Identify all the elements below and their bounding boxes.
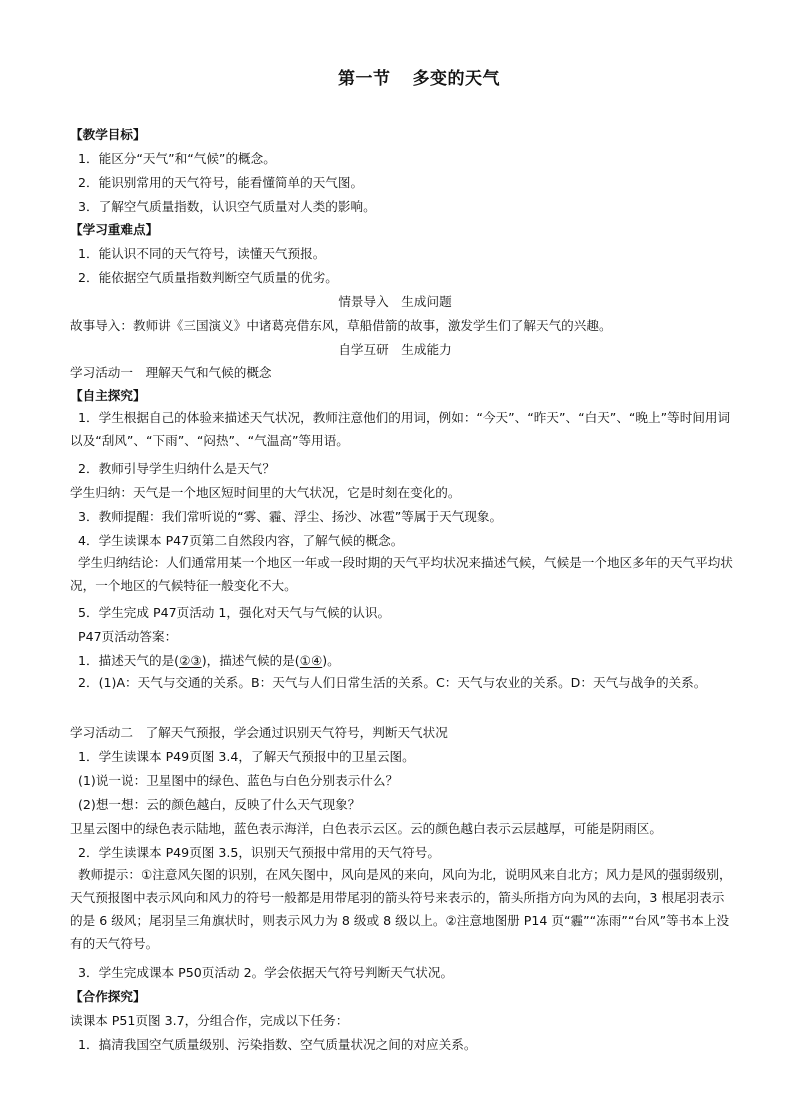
objective-item: 2．能识别常用的天气符号，能看懂简单的天气图。	[78, 175, 364, 190]
coop-paragraph: 1．搞清我国空气质量级别、污染指数、空气质量状况之间的对应关系。	[78, 1037, 477, 1052]
activity2-paragraph: 2．学生读课本 P49页图 3.5，识别天气预报中常用的天气符号。	[78, 845, 440, 860]
activity2-paragraph: 3．学生完成课本 P50页活动 2。学会依据天气符号判断天气状况。	[78, 965, 454, 980]
keypoints-heading: 【学习重难点】	[70, 222, 159, 237]
activity2-paragraph: 1．学生读课本 P49页图 3.4，了解天气预报中的卫星云图。	[78, 749, 415, 764]
answer-text: 1．描述天气的是(	[78, 653, 180, 668]
page-title	[0, 64, 790, 89]
activity1-paragraph: 5．学生完成 P47页活动 1，强化对天气与气候的认识。	[78, 605, 391, 620]
intro-heading: 情景导入 生成问题	[338, 294, 452, 309]
keypoint-item: 1．能认识不同的天气符号，读懂天气预报。	[78, 246, 326, 261]
answer-blank: ②③	[179, 653, 202, 668]
answers-label: P47页活动答案：	[78, 629, 178, 644]
objectives-heading: 【教学目标】	[70, 127, 146, 142]
answer-blank: ①④	[299, 653, 323, 668]
self-explore-heading: 【自主探究】	[70, 388, 146, 403]
activity1-paragraph: 学生归纳：天气是一个地区短时间里的大气状况，它是时刻在变化的。	[70, 485, 461, 500]
activity1-paragraph: 1．学生根据自己的体验来描述天气状况，教师注意他们的用词，例如：“今天”、“昨天”、“白天”、“晚上”等时间用词以及“刮风”、“下雨”、“闷热”、“气温高”等用语。	[70, 410, 731, 448]
answer-text: )，描述气候的是(	[201, 653, 300, 668]
answer-text: )。	[322, 653, 340, 668]
activity1-paragraph: 4．学生读课本 P47页第二自然段内容，了解气候的概念。	[78, 533, 404, 548]
section-number: 第一节	[338, 69, 391, 89]
objective-item: 1．能区分“天气”和“气候”的概念。	[78, 151, 276, 166]
study-heading: 自学互研 生成能力	[338, 342, 452, 357]
activity1-paragraph: 学生归纳结论：人们通常用某一个地区一年或一段时期的天气平均状况来描述气候，气候是一个地区多年的天气平均状况，一个地区的气候特征一般变化不大。	[70, 555, 733, 593]
intro-text: 故事导入：教师讲《三国演义》中诸葛亮借东风，草船借箭的故事，激发学生们了解天气的兴趣。	[70, 318, 612, 333]
objective-item: 3．了解空气质量指数，认识空气质量对人类的影响。	[78, 199, 376, 214]
activity1-paragraph: 2．教师引导学生归纳什么是天气？	[78, 461, 275, 476]
answer-1	[78, 652, 758, 670]
coop-heading: 【合作探究】	[70, 989, 146, 1004]
activity2-question: (2)想一想：云的颜色越白，反映了什么天气现象？	[78, 797, 361, 812]
activity2-question: (1)说一说：卫星图中的绿色、蓝色与白色分别表示什么？	[78, 773, 399, 788]
section-name: 多变的天气	[412, 69, 500, 89]
activity1-paragraph: 3．教师提醒：我们常听说的“雾、霾、浮尘、扬沙、冰雹”等属于天气现象。	[78, 509, 503, 524]
answer-2: 2．(1)A：天气与交通的关系。B：天气与人们日常生活的关系。C：天气与农业的关系。D：天气与战争的关系。	[78, 675, 707, 690]
keypoint-item: 2．能依据空气质量指数判断空气质量的优劣。	[78, 270, 338, 285]
activity2-answer: 卫星云图中的绿色表示陆地，蓝色表示海洋，白色表示云区。云的颜色越白表示云层越厚，可能是阴雨区。	[70, 821, 662, 836]
activity2-title: 学习活动二 了解天气预报，学会通过识别天气符号，判断天气状况	[70, 725, 448, 740]
coop-paragraph: 读课本 P51页图 3.7，分组合作，完成以下任务：	[70, 1013, 349, 1028]
activity1-title: 学习活动一 理解天气和气候的概念	[70, 365, 272, 380]
teacher-tip: 教师提示：①注意风矢图的识别，在风矢图中，风向是风的来向，风向为北，说明风来自北方；风力是风的强弱级别，天气预报图中表示风向和风力的符号一般都是用带尾羽的箭头符号来表示的，箭头所指方向为风的去向，3 根尾羽表示的是 6 级风；尾羽呈三角旗状时，则表示风力为 8 级或 8 级以上。②注意地图册 P14 页“霾”“冻雨”“台风”等书本上没有的天气符号。	[70, 867, 732, 951]
